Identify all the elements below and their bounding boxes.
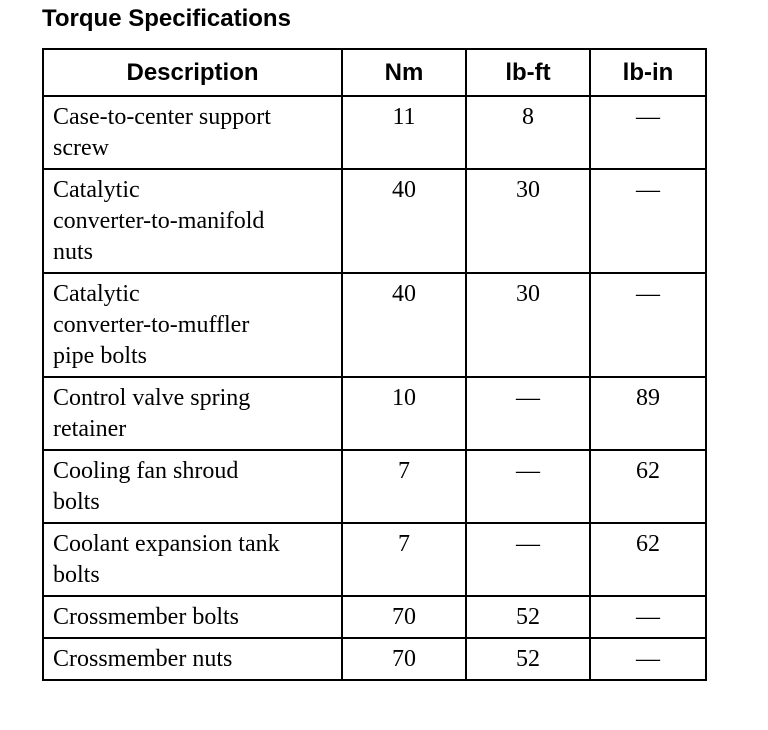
- lb-ft-cell: 30: [466, 169, 590, 273]
- nm-cell: 40: [342, 273, 466, 377]
- table-body: [43, 96, 706, 680]
- nm-cell: 40: [342, 169, 466, 273]
- description-cell: [43, 596, 342, 638]
- lb-in-cell: 62: [590, 450, 706, 523]
- torque-spec-table: [42, 48, 707, 681]
- lb-in-cell: —: [590, 169, 706, 273]
- description-line: Catalytic: [53, 281, 140, 307]
- page-title: Torque Specifications: [42, 5, 291, 32]
- lb-ft-cell: —: [466, 523, 590, 596]
- description-line: Crossmember bolts: [53, 604, 239, 630]
- header-lb-ft: lb-ft: [466, 49, 590, 96]
- lb-ft-cell: 52: [466, 638, 590, 680]
- description-line: Catalytic: [53, 177, 140, 203]
- table-row: [43, 596, 706, 638]
- lb-in-cell: —: [590, 273, 706, 377]
- description-line: converter-to-muffler: [53, 312, 250, 338]
- lb-in-cell: 89: [590, 377, 706, 450]
- lb-in-cell: —: [590, 96, 706, 169]
- description-line: retainer: [53, 416, 127, 442]
- description-cell: [43, 638, 342, 680]
- description-line: pipe bolts: [53, 343, 147, 369]
- description-line: converter-to-manifold: [53, 208, 265, 234]
- table-row: [43, 377, 706, 450]
- lb-in-cell: 62: [590, 523, 706, 596]
- table-row: [43, 450, 706, 523]
- lb-ft-cell: 8: [466, 96, 590, 169]
- nm-cell: 70: [342, 638, 466, 680]
- lb-ft-cell: —: [466, 377, 590, 450]
- table-row: [43, 96, 706, 169]
- header-description: Description: [43, 49, 342, 96]
- header-nm: Nm: [342, 49, 466, 96]
- lb-ft-cell: 52: [466, 596, 590, 638]
- nm-cell: 11: [342, 96, 466, 169]
- description-cell: [43, 273, 342, 377]
- description-line: Cooling fan shroud: [53, 458, 239, 484]
- description-cell: [43, 169, 342, 273]
- description-line: bolts: [53, 562, 100, 588]
- description-cell: [43, 377, 342, 450]
- lb-ft-cell: —: [466, 450, 590, 523]
- nm-cell: 7: [342, 523, 466, 596]
- description-line: Control valve spring: [53, 385, 251, 411]
- nm-cell: 70: [342, 596, 466, 638]
- header-lb-in: lb-in: [590, 49, 706, 96]
- lb-in-cell: —: [590, 638, 706, 680]
- table-row: [43, 273, 706, 377]
- description-cell: [43, 450, 342, 523]
- table-row: [43, 169, 706, 273]
- description-line: Case-to-center support: [53, 104, 271, 130]
- description-line: Coolant expansion tank: [53, 531, 280, 557]
- description-line: nuts: [53, 239, 94, 265]
- description-cell: [43, 523, 342, 596]
- lb-ft-cell: 30: [466, 273, 590, 377]
- nm-cell: 7: [342, 450, 466, 523]
- table-row: [43, 638, 706, 680]
- description-line: screw: [53, 135, 109, 161]
- description-line: bolts: [53, 489, 100, 515]
- table-row: [43, 523, 706, 596]
- description-line: Crossmember nuts: [53, 646, 233, 672]
- lb-in-cell: —: [590, 596, 706, 638]
- nm-cell: 10: [342, 377, 466, 450]
- description-cell: [43, 96, 342, 169]
- table-header-row: [43, 49, 706, 96]
